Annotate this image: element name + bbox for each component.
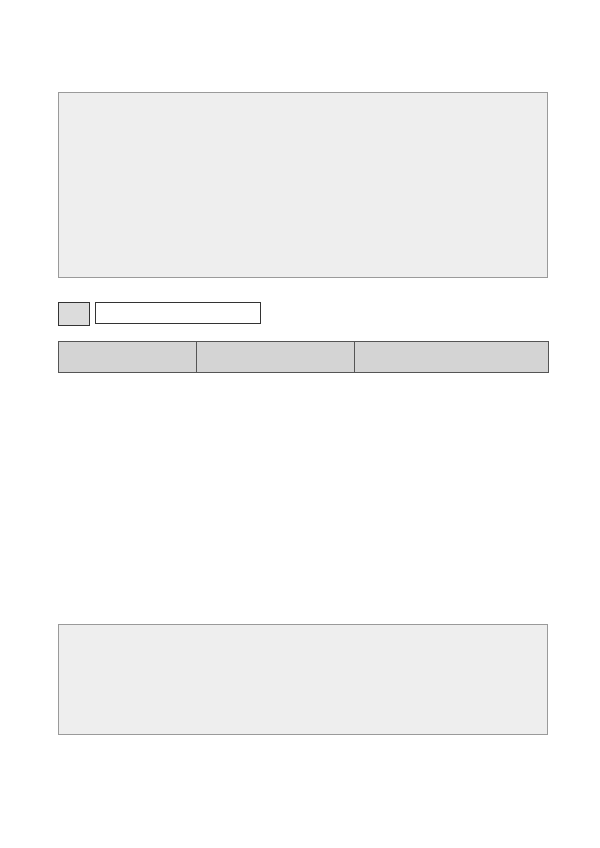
schedule-table [58,341,549,373]
reserve-info-box [58,624,548,735]
section-number [58,302,90,326]
header-note [355,342,549,373]
disqualification-box [58,92,548,278]
header-schedule [197,342,355,373]
table-header-row [59,342,549,373]
section-title [95,302,261,324]
section-header [58,302,261,326]
header-stage [59,342,197,373]
